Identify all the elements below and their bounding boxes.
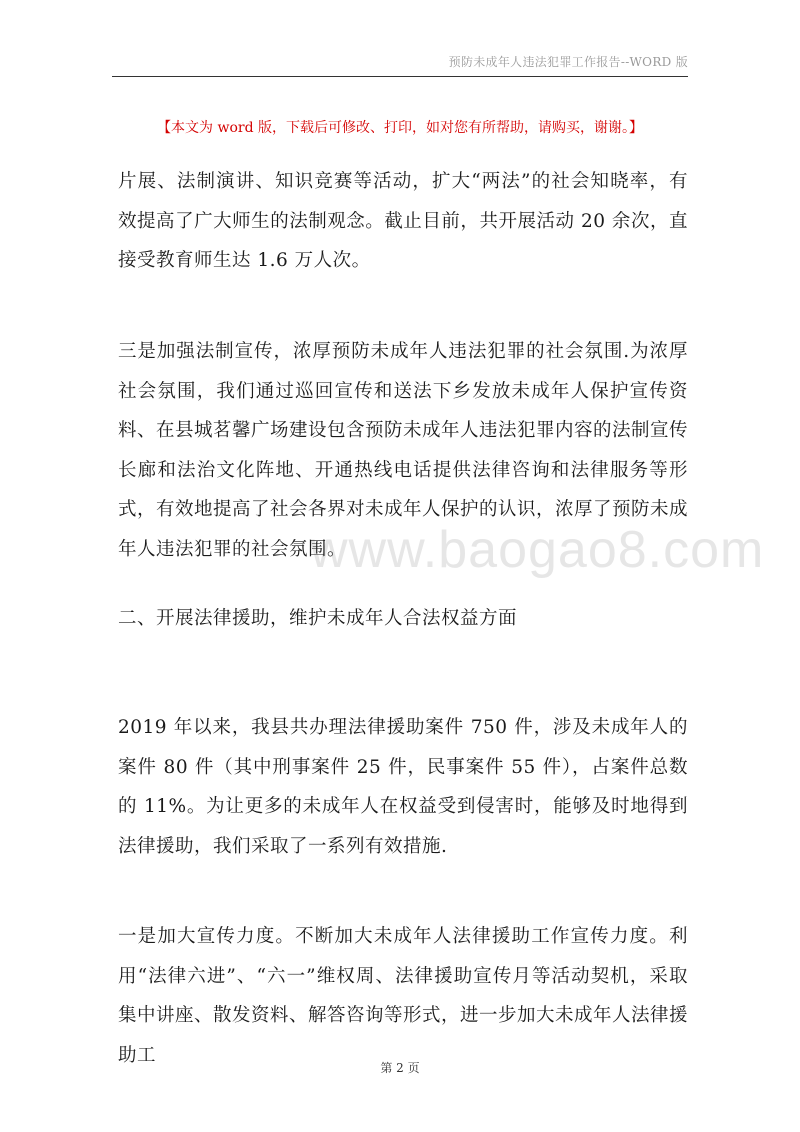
page-header <box>112 50 688 77</box>
section-heading-legal-aid: 二、开展法律援助，维护未成年人合法权益方面 <box>118 608 518 629</box>
paragraph-activities: 片展、法制演讲、知识竞赛等活动，扩大“两法”的社会知晓率，有效提高了广大师生的法制观念。截止目前，共开展活动 20 余次，直接受教育师生达 1.6 万人次。 <box>118 171 688 271</box>
paragraph-legal-publicity: 三是加强法制宣传，浓厚预防未成年人违法犯罪的社会氛围.为浓厚社会氛围，我们通过巡回宣传和送法下乡发放未成年人保护宣传资料、在县城茗馨广场建设包含预防未成年人违法犯罪内容的法制宣传长廊和法治文化阵地、开通热线电话提供法律咨询和法律服务等形式，有效地提高了社会各界对未成年人保护的认识，浓厚了预防未成年人违法犯罪的社会氛围。 <box>118 341 689 560</box>
paragraph-legal-aid-stats: 2019 年以来，我县共办理法律援助案件 750 件，涉及未成年人的案件 80 件（其中刑事案件 25 件，民事案件 55 件），占案件总数的 11%。为让更多的未成年人在权益受到侵害时，能够及时地得到法律援助，我们采取了一系列有效措施. <box>118 717 688 857</box>
download-notice: 【本文为 word 版，下载后可修改、打印，如对您有所帮助，请购买，谢谢。】 <box>157 120 643 136</box>
paragraph-publicity-efforts: 一是加大宣传力度。不断加大未成年人法律援助工作宣传力度。利用“法律六进”、“六一”维权周、法律援助宣传月等活动契机，采取集中讲座、散发资料、解答咨询等形式，进一步加大未成年人法律援助工 <box>118 926 689 1066</box>
document-title: 预防未成年人违法犯罪工作报告--WORD 版 <box>448 55 688 69</box>
page-number: 第 2 页 <box>380 1061 420 1075</box>
watermark: www.baogao8.com <box>310 521 765 579</box>
